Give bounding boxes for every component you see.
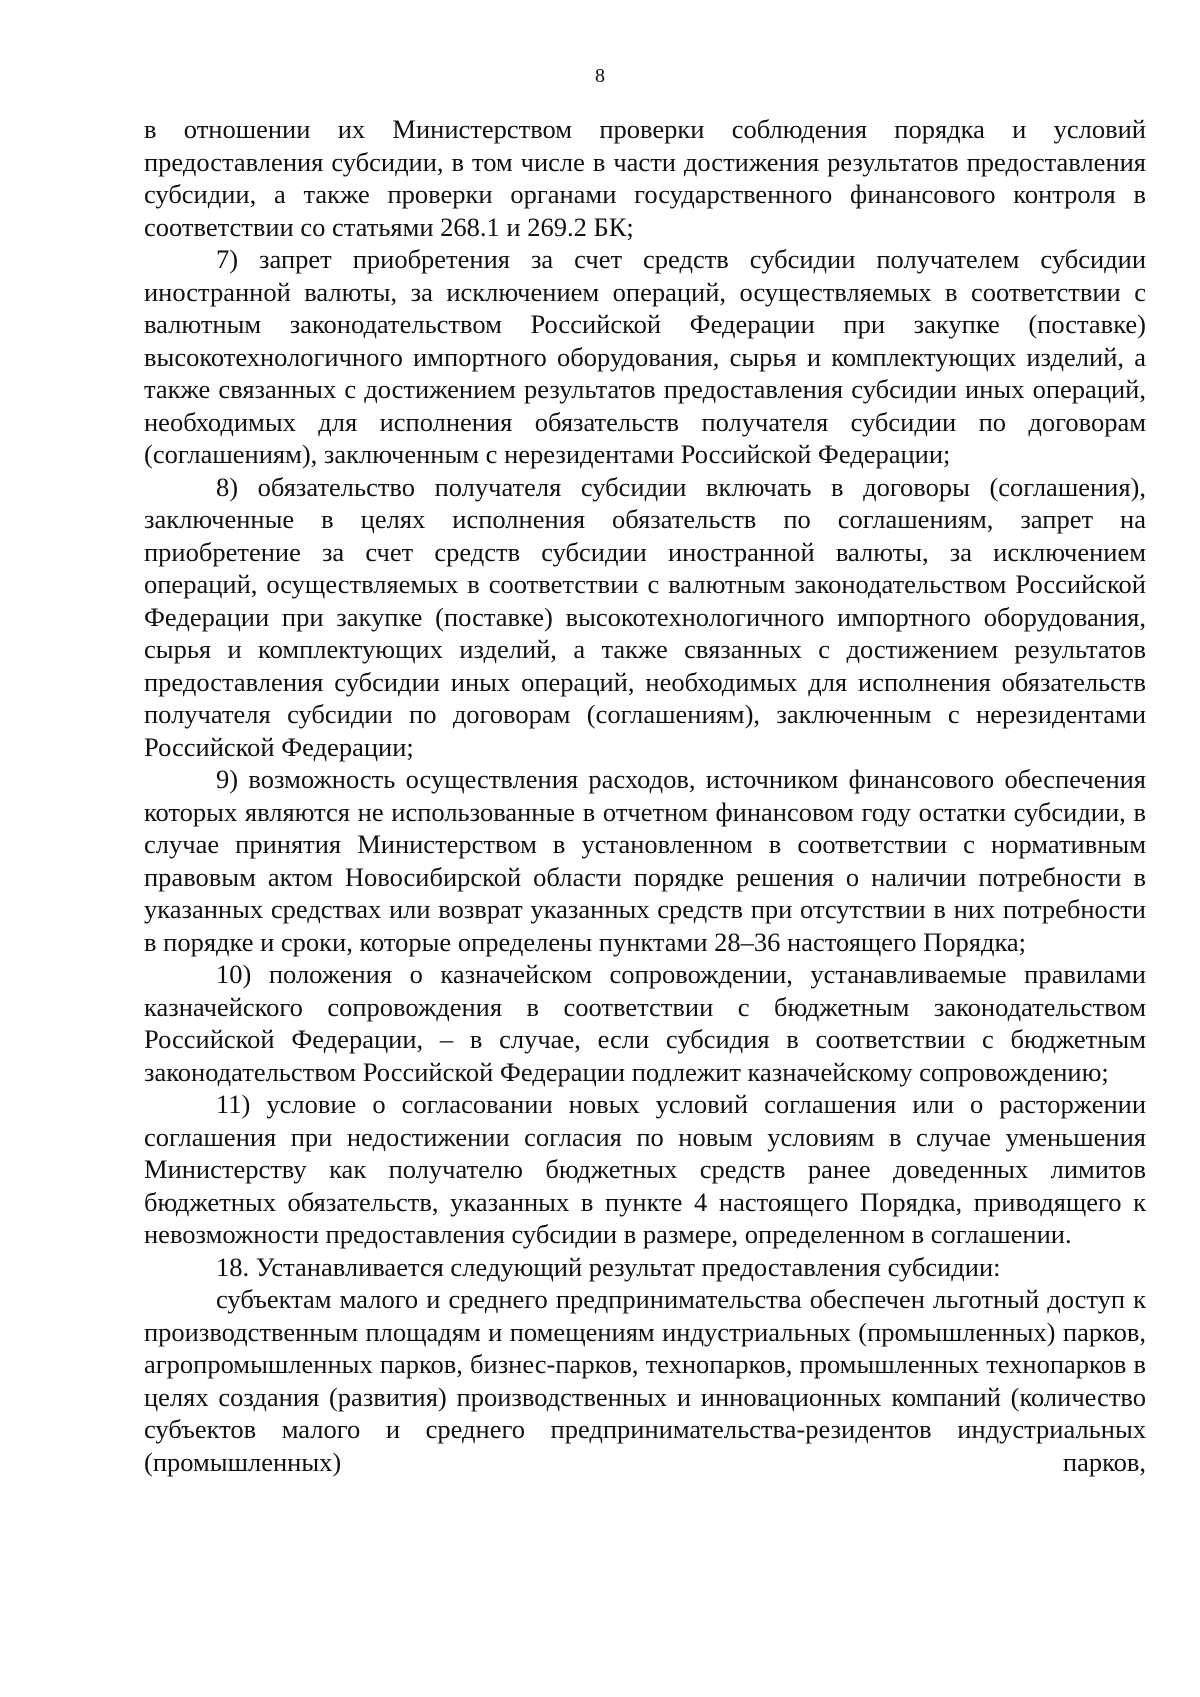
page-number: 8 (595, 65, 605, 87)
paragraph-item-7: 7) запрет приобретения за счет средств субсидии получателем субсидии иностранной валюты, за исключением операций, осуществляемых в соответствии с валютным законодательством Российской Федерации при закупке (поставке) высокотехнологичного импортного оборудования, сырья и комплектующих изделий, а также связанных с достижением результатов предоставления субсидии иных операций, необходимых для исполнения обязательств получателя субсидии по договорам (соглашениям), заключенным с нерезидентами Российской Федерации; (144, 244, 1146, 469)
paragraph-item-11: 11) условие о согласовании новых условий соглашения или о расторжении соглашения при недостижении согласия по новым условиям в случае уменьшения Министерству как получателю бюджетных средств ранее доведенных лимитов бюджетных обязательств, указанных в пункте 4 настоящего Порядка, приводящего к невозможности предоставления субсидии в размере, определенном в соглашении. (144, 1089, 1146, 1249)
paragraph-result: субъектам малого и среднего предпринимательства обеспечен льготный доступ к производственным площадям и помещениям индустриальных (промышленных) парков, агропромышленных парков, бизнес-парков, технопарков, промышленных технопарков в целях создания (развития) производственных и инновационных компаний (количество субъектов малого и среднего предпринимательства-резидентов индустриальных (промышленных) парков, (144, 1284, 1146, 1477)
paragraph-section-18: 18. Устанавливается следующий результат предоставления субсидии: (216, 1251, 1001, 1282)
paragraph-continuation: в отношении их Министерством проверки соблюдения порядка и условий предоставления субсидии, в том числе в части достижения результатов предоставления субсидии, а также проверки органами государственного финансового контроля в соответствии со статьями 268.1 и 269.2 БК; (144, 114, 1146, 242)
paragraph-item-9: 9) возможность осуществления расходов, источником финансового обеспечения которых являются не использованные в отчетном финансовом году остатки субсидии, в случае принятия Министерством в установленном в соответствии с нормативным правовым актом Новосибирской области порядке решения о наличии потребности в указанных средствах или возврат указанных средств при отсутствии в них потребности в порядке и сроки, которые определены пунктами 28–36 настоящего Порядка; (144, 764, 1146, 957)
document-body (144, 113, 1146, 1478)
paragraph-item-10: 10) положения о казначейском сопровождении, устанавливаемые правилами казначейского сопровождения в соответствии с бюджетным законодательством Российской Федерации, – в случае, если субсидия в соответствии с бюджетным законодательством Российской Федерации подлежит казначейскому сопровождению; (144, 959, 1146, 1087)
paragraph-item-8: 8) обязательство получателя субсидии включать в договоры (соглашения), заключенные в целях исполнения обязательств по соглашениям, запрет на приобретение за счет средств субсидии иностранной валюты, за исключением операций, осуществляемых в соответствии с валютным законодательством Российской Федерации при закупке (поставке) высокотехнологичного импортного оборудования, сырья и комплектующих изделий, а также связанных с достижением результатов предоставления субсидии иных операций, необходимых для исполнения обязательств получателя субсидии по договорам (соглашениям), заключенным с нерезидентами Российской Федерации; (144, 471, 1146, 762)
